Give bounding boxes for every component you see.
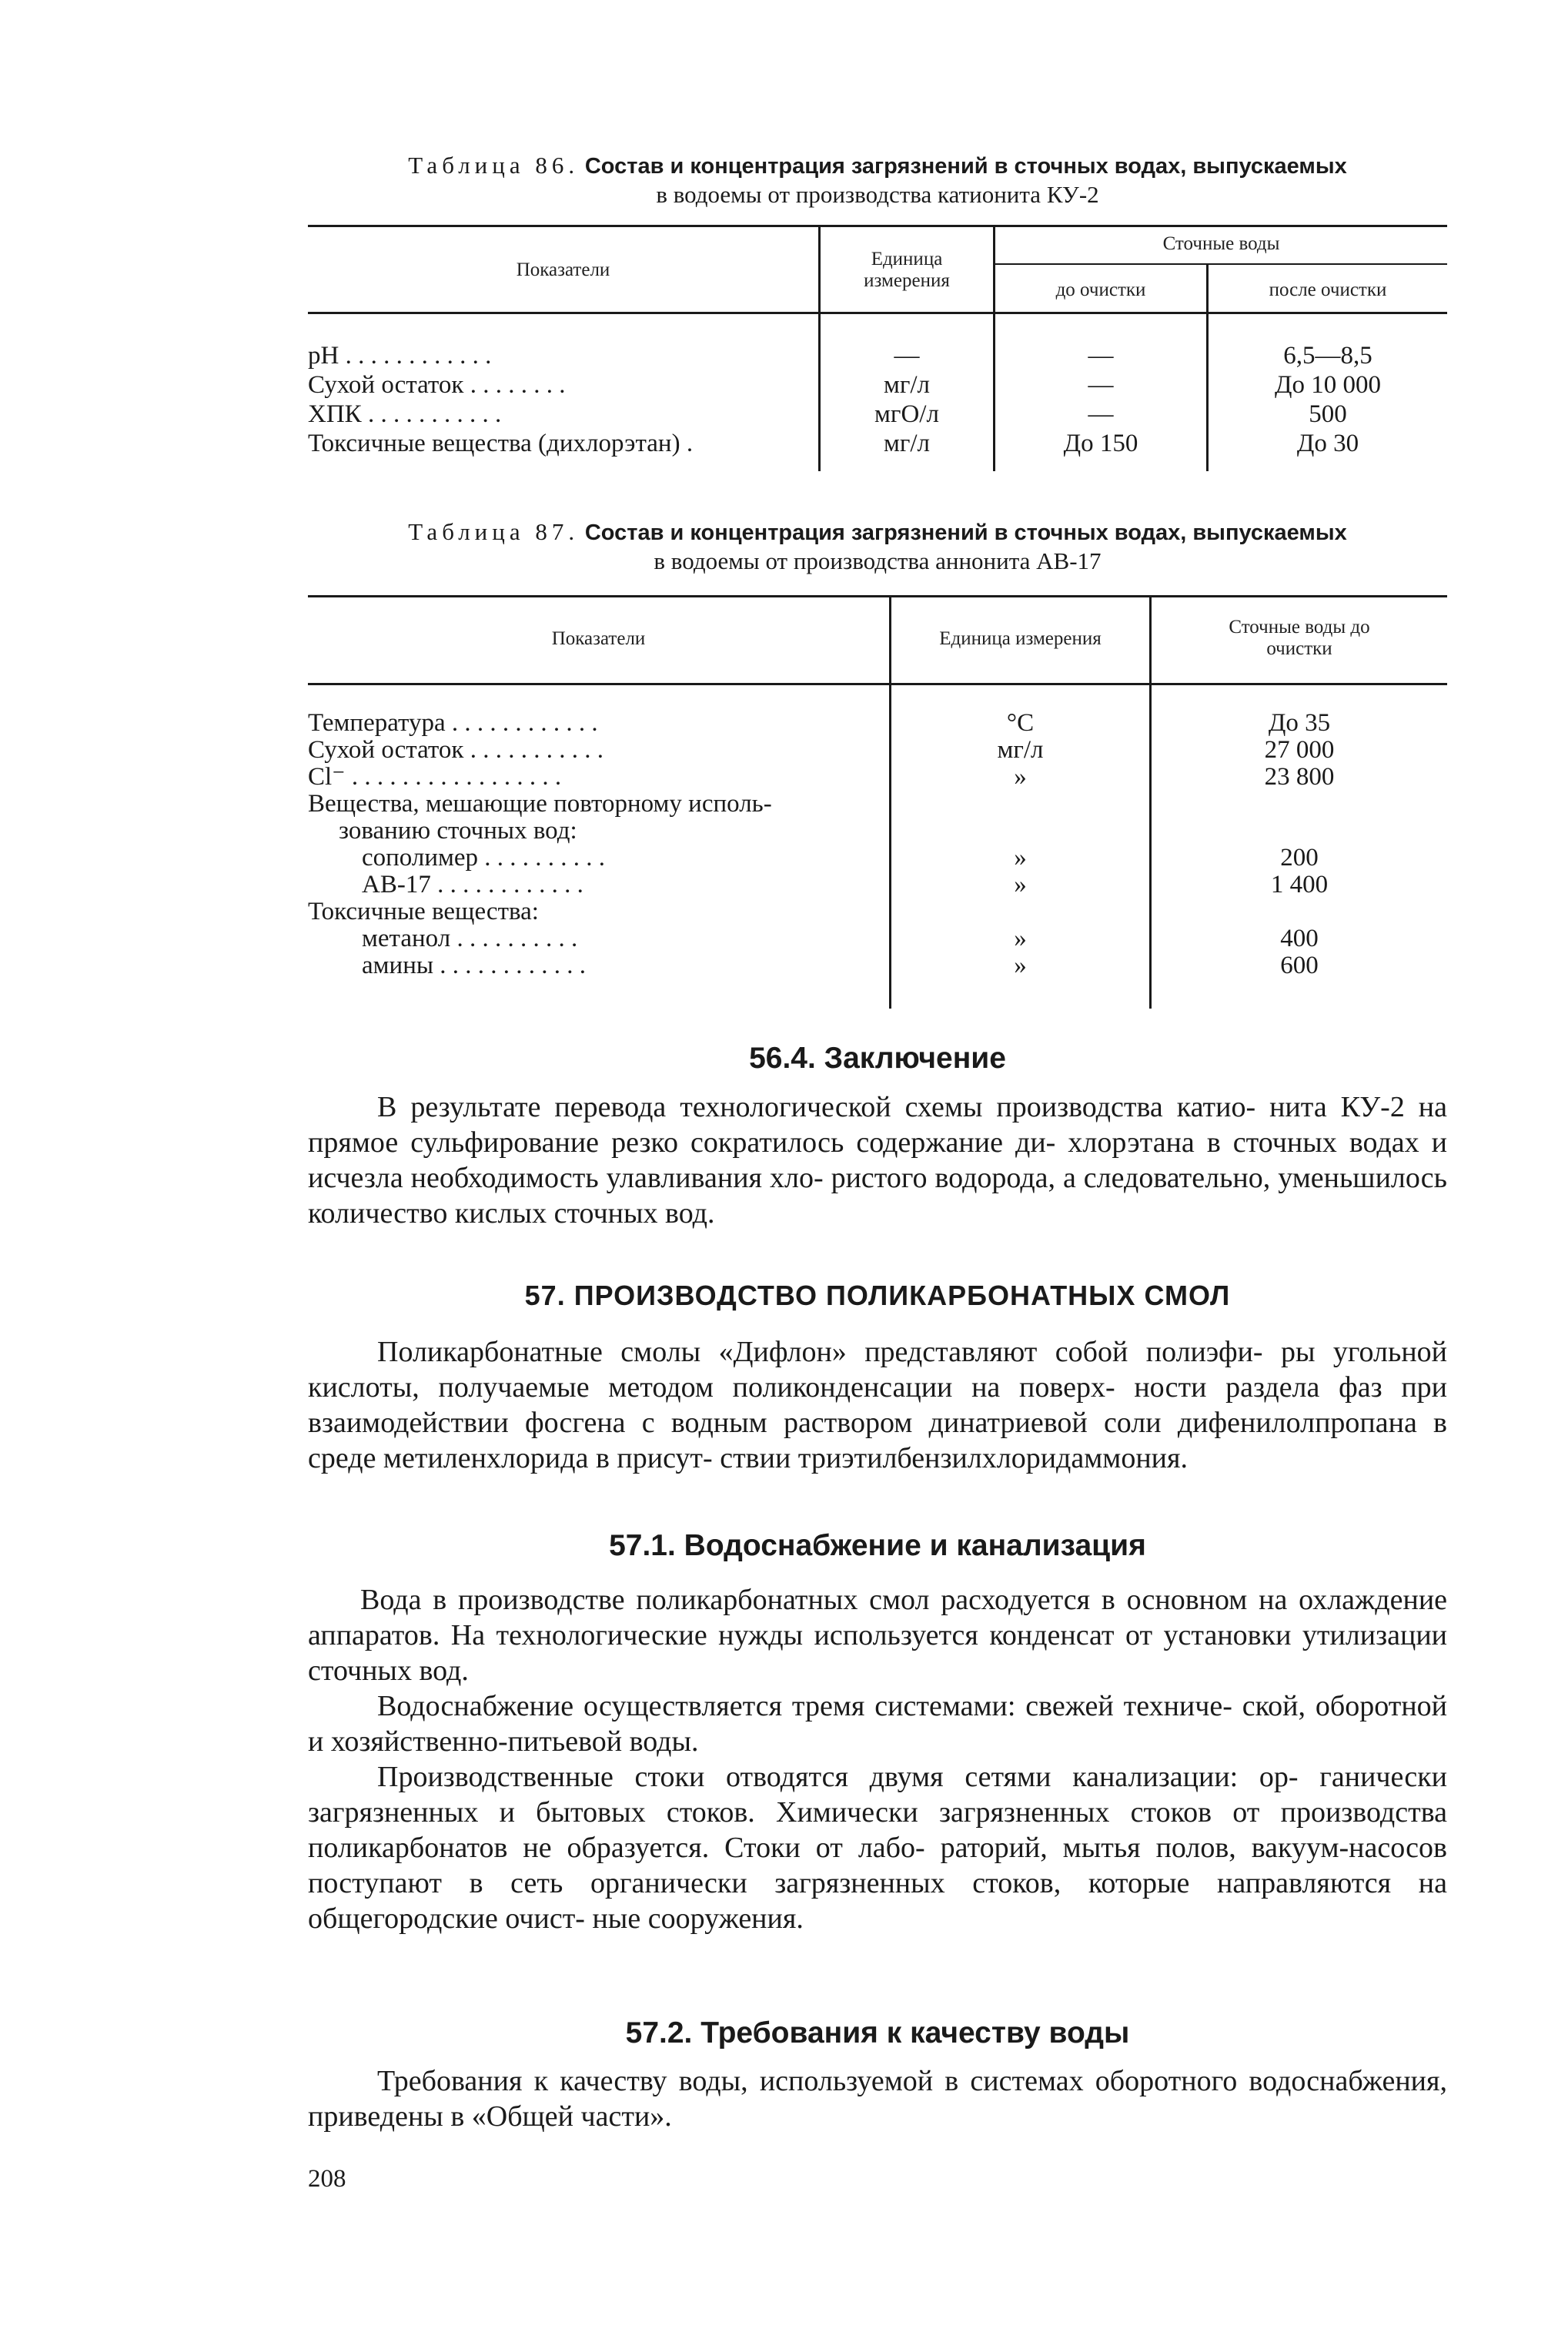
table-cell: »: [1014, 871, 1027, 898]
table-86-header-after: после очистки: [1269, 279, 1387, 300]
table-cell: До 10 000: [1274, 371, 1381, 399]
table-87-header-wastewater: Сточные воды до: [1229, 617, 1370, 637]
table-row: Токсичные вещества:: [308, 898, 539, 925]
section-heading: 56.4. Заключение: [749, 1042, 1006, 1075]
table-87-caption-line2: в водоемы от производства аннонита АВ-17: [654, 547, 1102, 574]
table-cell: »: [1014, 844, 1027, 872]
paragraph: Водоснабжение осуществляется тремя системами: свежей техниче- ской, оборотной и хозяйственно-питьевой воды.: [308, 1690, 1447, 1758]
table-86-top-rule: [308, 225, 1447, 227]
table-87-header-rule: [308, 683, 1447, 685]
table-86-header-indicator: Показатели: [516, 259, 610, 280]
table-cell: мгО/л: [874, 400, 939, 428]
table-87-header-unit: Единица измерения: [939, 628, 1102, 649]
table-row: Токсичные вещества (дихлорэтан) .: [308, 430, 694, 457]
paragraph: В результате перевода технологической схемы производства катио- нита КУ-2 на прямое сульфирование резко сократилось содержание ди- хлорэтана в сточных водах и исчезла необходимость улавливания хло- ристого водорода, а следовательно, уменьшилось количество кислых сточных вод.: [308, 1091, 1448, 1230]
table-cell: 23 800: [1264, 763, 1335, 791]
table-87-header-indicator: Показатели: [551, 628, 646, 649]
table-row: Вещества, мешающие повторному исполь-: [308, 790, 772, 818]
paragraph: Поликарбонатные смолы «Дифлон» представляют собой полиэфи- ры угольной кислоты, получаемые методом поликонденсации на поверх- ности раздела фаз при взаимодействии фосгена с водным раствором динатриевой соли дифенилолпропана в среде метиленхлорида в присут- ствии триэтилбензилхлоридаммония.: [308, 1336, 1448, 1474]
table-cell: —: [894, 342, 920, 370]
table-cell: —: [1088, 342, 1114, 370]
table-86-header-before: до очистки: [1055, 279, 1146, 300]
table-cell: °С: [1006, 709, 1035, 737]
table-cell: До 35: [1268, 709, 1331, 737]
page-number: 208: [308, 2165, 346, 2193]
table-cell: 6,5—8,5: [1283, 342, 1372, 370]
table-cell: мг/л: [997, 736, 1044, 764]
chapter-heading: 57. ПРОИЗВОДСТВО ПОЛИКАРБОНАТНЫХ СМОЛ: [524, 1280, 1231, 1311]
table-cell: 400: [1280, 925, 1319, 952]
table-cell: мг/л: [883, 430, 931, 457]
table-row: амины . . . . . . . . . . . .: [362, 952, 587, 979]
table-cell: »: [1014, 925, 1027, 952]
table-cell: »: [1014, 763, 1027, 791]
table-row: Сухой остаток . . . . . . . .: [308, 371, 566, 399]
table-cell: —: [1088, 400, 1114, 428]
table-86-caption-line2: в водоемы от производства катионита КУ-2: [656, 181, 1099, 208]
table-86-header-unit: Единица: [871, 249, 943, 269]
table-cell: мг/л: [883, 371, 931, 399]
table-87-header-wastewater: очистки: [1266, 638, 1332, 659]
table-row: АВ-17 . . . . . . . . . . . .: [362, 871, 583, 898]
table-cell: До 30: [1296, 430, 1359, 457]
table-87-caption: Таблица 87. Состав и концентрация загрязнений в сточных водах, выпускаемых: [408, 518, 1347, 545]
table-row: Cl⁻ . . . . . . . . . . . . . . . . .: [308, 763, 562, 791]
table-row: Температура . . . . . . . . . . . .: [308, 709, 598, 737]
table-cell: —: [1088, 371, 1114, 399]
table-row: рН . . . . . . . . . . . .: [308, 342, 492, 370]
paragraph: Производственные стоки отводятся двумя сетями канализации: ор- ганически загрязненных и бытовых стоков. Химически загрязненных стоков от производства поликарбонатов не образуется. Стоки от лабо- раторий, мытья полов, вакуум-насосов поступают в сеть органически загрязненных стоков, которые направляются на общегородские очист- ные сооружения.: [308, 1761, 1447, 1935]
table-row: Сухой остаток . . . . . . . . . . .: [308, 736, 603, 764]
paragraph: Требования к качеству воды, используемой в системах оборотного водоснабжения, приведены в «Общей части».: [308, 2065, 1448, 2133]
table-cell: 200: [1280, 844, 1319, 872]
section-heading: 57.2. Требования к качеству воды: [625, 2016, 1130, 2050]
table-cell: 27 000: [1264, 736, 1335, 764]
table-row: метанол . . . . . . . . . .: [362, 925, 578, 952]
table-86-header-rule: [308, 312, 1447, 314]
table-86-caption: Таблица 86. Состав и концентрация загрязнений в сточных водах, выпускаемых: [408, 152, 1347, 179]
table-86-header-wastewater: Сточные воды: [1162, 233, 1280, 254]
section-heading: 57.1. Водоснабжение и канализация: [609, 1529, 1146, 1562]
table-87-top-rule: [308, 595, 1447, 597]
paragraph: Вода в производстве поликарбонатных смол расходуется в основном на охлаждение аппаратов. На технологические нужды используется конденсат от установки утилизации сточных вод.: [308, 1584, 1448, 1687]
table-row: сополимер . . . . . . . . . .: [362, 844, 606, 872]
table-86-header-unit: измерения: [864, 270, 950, 291]
table-cell: До 150: [1063, 430, 1138, 457]
table-cell: 600: [1280, 952, 1319, 979]
table-86-subheader-rule: [995, 263, 1447, 265]
table-row: зованию сточных вод:: [339, 817, 577, 845]
table-cell: 1 400: [1270, 871, 1329, 898]
table-row: ХПК . . . . . . . . . . .: [308, 400, 502, 428]
table-cell: 500: [1309, 400, 1347, 428]
table-cell: »: [1014, 952, 1027, 979]
